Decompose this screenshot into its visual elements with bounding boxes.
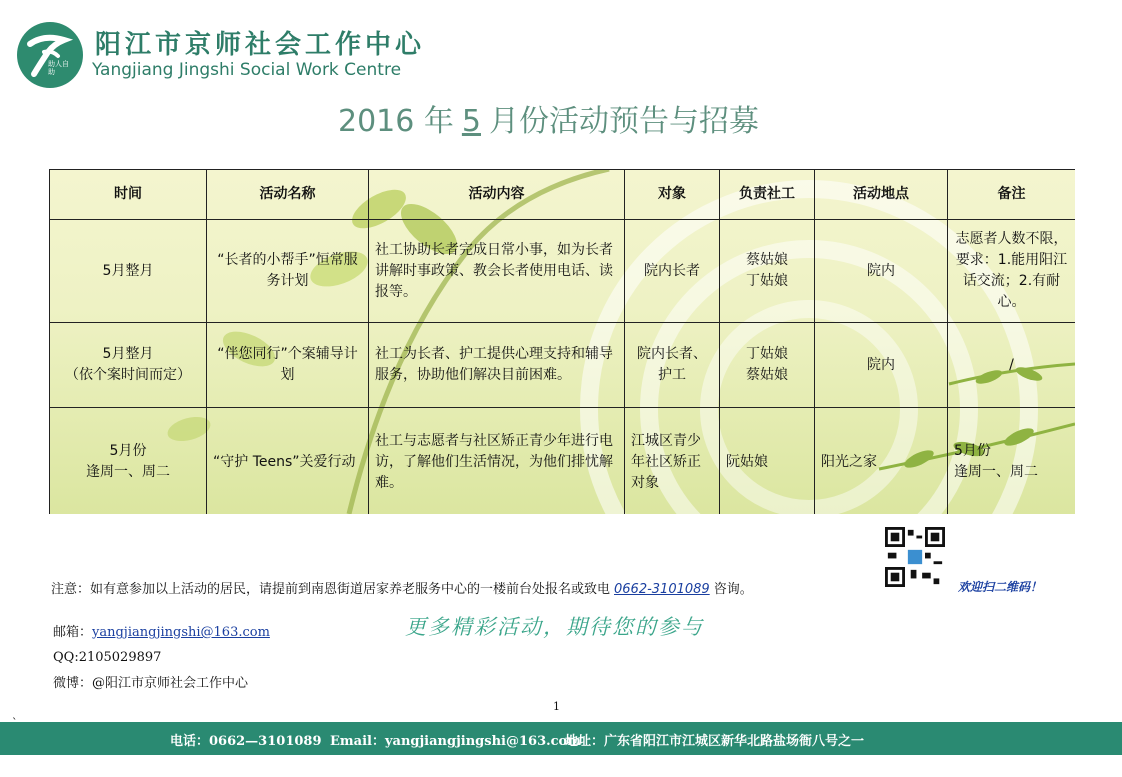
activity-table-background — [49, 169, 1075, 514]
logo-badge-text: 助人自助 — [48, 60, 69, 76]
time-line: （依个案时间而定） — [65, 367, 191, 383]
cell-activity-name: “守护 Teens”关爱行动 — [207, 408, 369, 515]
cell-time: 5月整月 — [50, 220, 207, 323]
column-header: 时间 — [50, 170, 207, 220]
cell-content: 社工为长者、护工提供心理支持和辅导服务，协助他们解决目前困难。 — [369, 323, 625, 408]
worker-name: 丁姑娘 — [746, 273, 788, 289]
notice-text-end: 咨询。 — [713, 582, 753, 597]
footer-email: Email：yangjiangjingshi@163.com — [330, 734, 581, 749]
org-name-cn: 阳江市京师社会工作中心 — [95, 30, 426, 60]
contact-weibo: 微博：@阳江市京师社会工作中心 — [53, 676, 249, 691]
note-line: 逢周一、周二 — [954, 464, 1038, 480]
table-row — [50, 220, 1076, 323]
time-line: 5月整月 — [102, 346, 154, 362]
org-name-en: Yangjiang Jingshi Social Work Centre — [92, 60, 402, 80]
cell-target: 院内长者、护工 — [625, 323, 720, 408]
cell-note: / — [948, 323, 1076, 408]
registration-notice — [51, 578, 753, 597]
title-month: 5 — [461, 104, 481, 139]
table-row — [50, 323, 1076, 408]
cell-content: 社工与志愿者与社区矫正青少年进行电访，了解他们生活情况，为他们排忧解难。 — [369, 408, 625, 515]
cell-activity-name: “伴您同行”个案辅导计划 — [207, 323, 369, 408]
title-suffix: 月份活动预告与招募 — [488, 104, 759, 139]
column-header: 活动地点 — [815, 170, 948, 220]
email-link[interactable]: yangjiangjingshi@163.com — [92, 625, 270, 640]
title-prefix: 2016 年 — [338, 104, 454, 139]
cell-time — [50, 408, 207, 515]
table-header-row — [50, 170, 1076, 220]
table-row — [50, 408, 1076, 515]
notice-phone-link[interactable]: 0662-3101089 — [614, 582, 710, 597]
footer-bar — [0, 722, 1122, 755]
cell-worker — [720, 220, 815, 323]
cell-time — [50, 323, 207, 408]
cell-activity-name: “长者的小帮手”恒常服务计划 — [207, 220, 369, 323]
column-header: 备注 — [948, 170, 1076, 220]
column-header: 活动名称 — [207, 170, 369, 220]
slogan: 更多精彩活动，期待您的参与 — [405, 615, 704, 639]
activity-table — [49, 169, 1075, 514]
worker-name: 丁姑娘 — [746, 346, 788, 362]
page-number: 1 — [553, 700, 560, 713]
time-line: 5月份 — [109, 443, 147, 459]
time-line: 逢周一、周二 — [86, 464, 170, 480]
cell-note: 志愿者人数不限，要求：1.能用阳江话交流；2.有耐心。 — [948, 220, 1076, 323]
qr-code-icon — [885, 527, 945, 587]
column-header: 活动内容 — [369, 170, 625, 220]
column-header: 负责社工 — [720, 170, 815, 220]
qr-caption: 欢迎扫二维码！ — [958, 580, 1043, 594]
email-label: 邮箱： — [53, 625, 93, 640]
cell-note — [948, 408, 1076, 515]
notice-text: 注意：如有意参加以上活动的居民，请提前到南恩街道居家养老服务中心的一楼前台处报名或致电 — [51, 582, 611, 597]
page-title — [338, 96, 759, 140]
column-header: 对象 — [625, 170, 720, 220]
footer-phone: 电话：0662—3101089 — [170, 734, 322, 749]
cell-target: 江城区青少年社区矫正对象 — [625, 408, 720, 515]
cell-target: 院内长者 — [625, 220, 720, 323]
contact-email — [53, 621, 270, 640]
cell-place: 阳光之家 — [815, 408, 948, 515]
worker-name: 蔡姑娘 — [746, 367, 788, 383]
footer-address: 地址：广东省阳江市江城区新华北路盐场衙八号之一 — [565, 734, 865, 749]
worker-name: 蔡姑娘 — [746, 252, 788, 268]
contact-qq: QQ:2105029897 — [53, 650, 162, 665]
note-line: 5月份 — [954, 443, 991, 459]
cell-place: 院内 — [815, 323, 948, 408]
cell-worker — [720, 323, 815, 408]
cell-worker: 阮姑娘 — [720, 408, 815, 515]
cell-content: 社工协助长者完成日常小事，如为长者讲解时事政策、教会长者使用电话、读报等。 — [369, 220, 625, 323]
cell-place: 院内 — [815, 220, 948, 323]
